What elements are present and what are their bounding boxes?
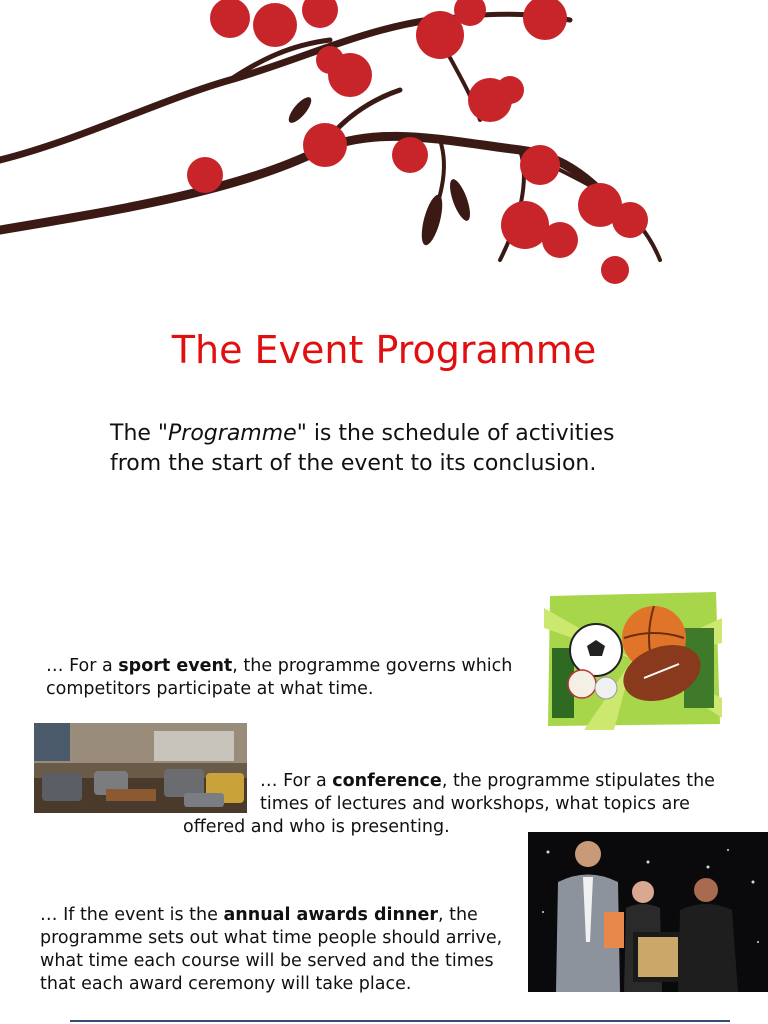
- cherry-blossom-illustration: [0, 0, 768, 305]
- awards-pre: … If the event is the: [40, 905, 224, 925]
- intro-suffix: " is the schedule of activities: [296, 421, 615, 446]
- page-title: The Event Programme: [171, 328, 597, 372]
- sport-bold: sport event: [118, 656, 233, 676]
- conference-line2: times of lectures and workshops, what topics are: [260, 794, 690, 814]
- intro-italic-term: Programme: [168, 421, 297, 446]
- awards-bold: annual awards dinner: [223, 905, 438, 925]
- awards-dinner-paragraph: [40, 904, 530, 996]
- conference-pre: … For a: [260, 771, 333, 791]
- sport-event-paragraph: [46, 655, 546, 701]
- conference-line3: offered and who is presenting.: [183, 817, 450, 837]
- conference-post: , the programme stipulates the: [441, 771, 715, 791]
- intro-prefix: The ": [110, 421, 169, 446]
- intro-line2: from the start of the event to its conclusion.: [110, 451, 597, 476]
- sport-post: , the programme governs which competitors participate at what time.: [46, 656, 513, 699]
- awards-post: , the programme sets out what time people should arrive, what time each course will be served and the times that each award ceremony will take place.: [40, 905, 503, 994]
- intro-definition: [110, 419, 730, 479]
- sport-balls-image: [544, 588, 722, 730]
- conference-paragraph: [183, 770, 743, 839]
- sport-pre: … For a: [46, 656, 119, 676]
- awards-dinner-photo: [528, 832, 768, 992]
- conference-bold: conference: [332, 771, 442, 791]
- bottom-divider: [70, 1020, 730, 1022]
